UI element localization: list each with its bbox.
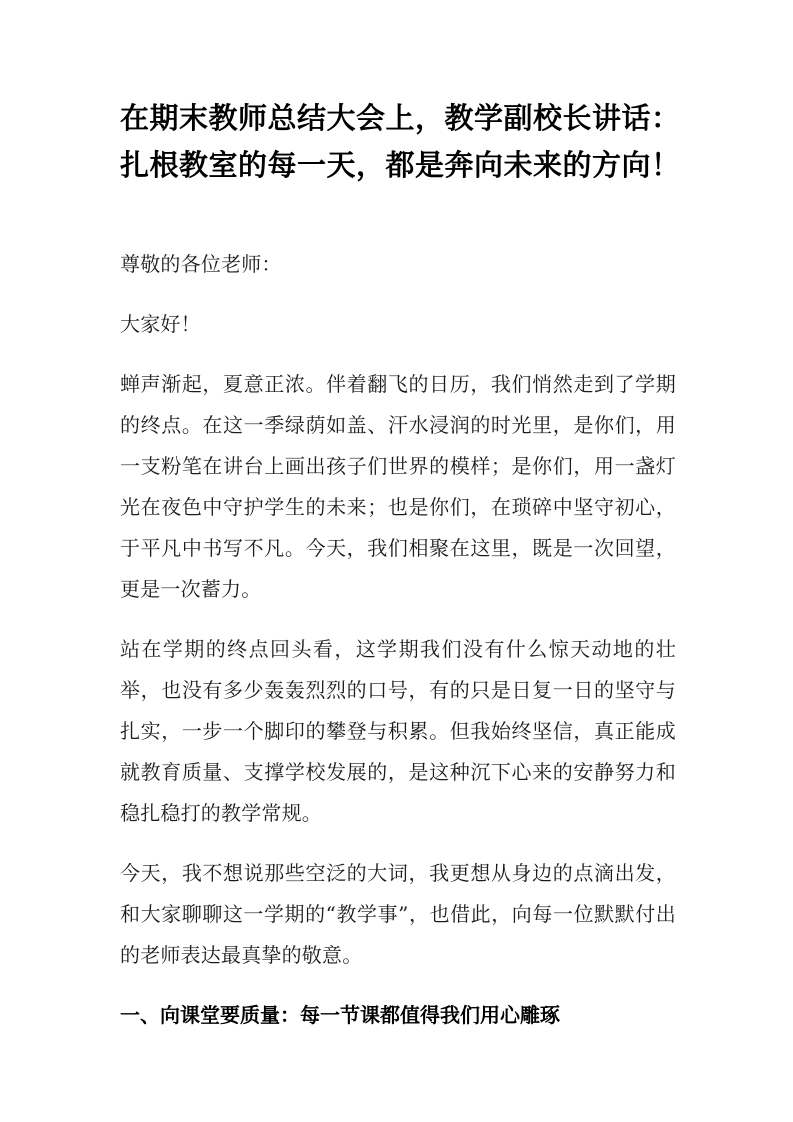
salutation-line: 尊敬的各位老师： xyxy=(120,252,282,276)
greeting-line: 大家好！ xyxy=(120,312,201,336)
body-paragraph-2: 站在学期的终点回头看，这学期我们没有什么惊天动地的壮举，也没有多少轰轰烈烈的口号，有的只是日复一日的坚守与扎实，一步一个脚印的攀登与积累。但我始终坚信，真正能成就教育质量、支撑学校发展的，是这种沉下心来的安静努力和稳扎稳打的教学常规。 xyxy=(120,637,676,825)
document-title xyxy=(120,95,681,189)
document-title-line-2: 扎根教室的每一天，都是奔向未来的方向！ xyxy=(120,148,681,182)
body-paragraph-1: 蝉声渐起，夏意正浓。伴着翻飞的日历，我们悄然走到了学期的终点。在这一季绿荫如盖、汗水浸润的时光里，是你们，用一支粉笔在讲台上画出孩子们世界的模样；是你们，用一盏灯光在夜色中守护学生的未来；也是你们，在琐碎中坚守初心，于平凡中书写不凡。今天，我们相聚在这里，既是一次回望，更是一次蓄力。 xyxy=(120,372,676,601)
document-title-line-1: 在期末教师总结大会上，教学副校长讲话： xyxy=(120,101,681,135)
section-heading-1: 一、向课堂要质量：每一节课都值得我们用心雕琢 xyxy=(120,1003,560,1027)
body-paragraph-3: 今天，我不想说那些空泛的大词，我更想从身边的点滴出发，和大家聊聊这一学期的“教学事”，也借此，向每一位默默付出的老师表达最真挚的敬意。 xyxy=(120,861,676,967)
